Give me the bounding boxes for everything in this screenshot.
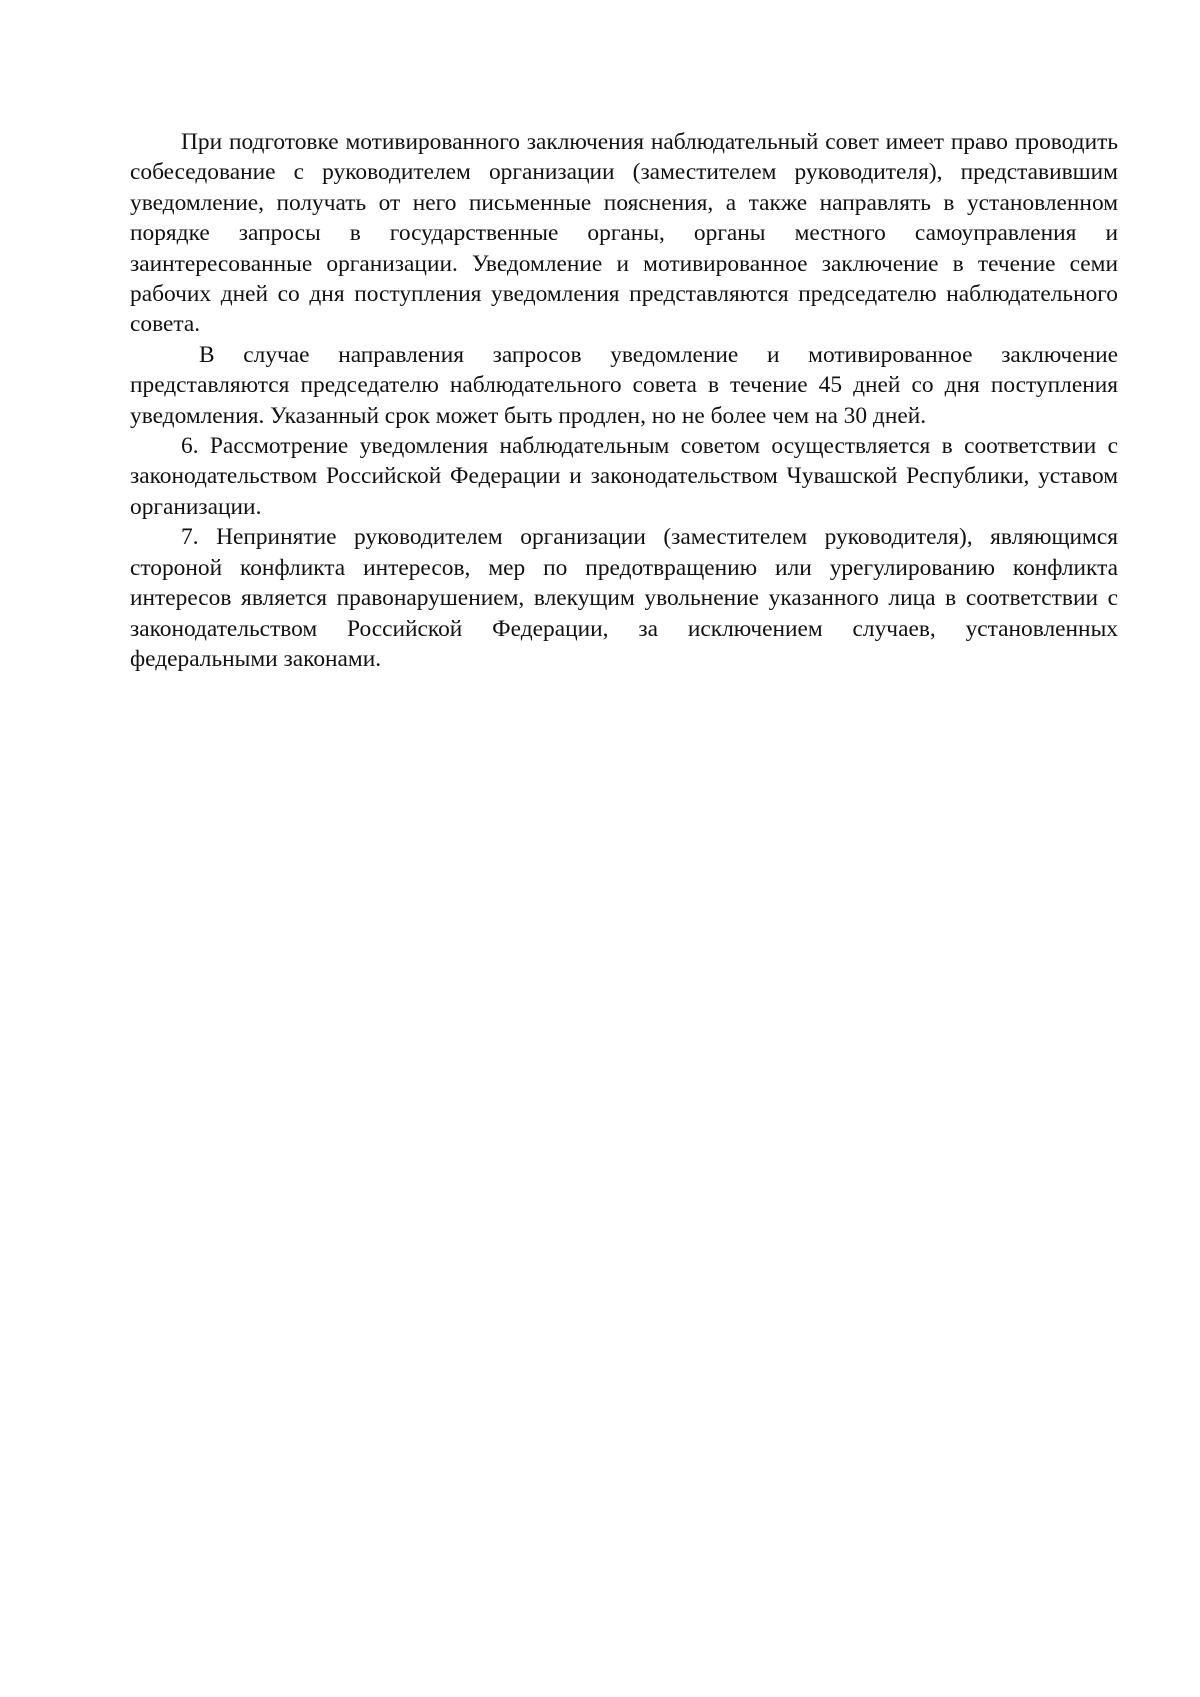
paragraph-requests-deadline: В случае направления запросов уведомление и мотивированное заключение представляются председателю наблюдательного совета в течение 45 дней со дня поступления уведомления. Указанный срок может быть продлен, но не более чем на 30 дней. (130, 341, 1118, 429)
paragraph-item-7: 7. Непринятие руководителем организации (заместителем руководителя), являющимся стороной конфликта интересов, мер по предотвращению или урегулированию конфликта интересов является правонарушением, влекущим увольнение указанного лица в соответствии с законодательством Российской Федерации, за исключением случаев, установленных федеральными законами. (130, 524, 1118, 672)
paragraph-motivated-conclusion: При подготовке мотивированного заключения наблюдательный совет имеет право проводить собеседование с руководителем организации (заместителем руководителя), представившим уведомление, получать от него письменные пояснения, а также направлять в установленном порядке запросы в государственные органы, органы местного самоуправления и заинтересованные организации. Уведомление и мотивированное заключение в течение семи рабочих дней со дня поступления уведомления представляются председателю наблюдательного совета. (130, 129, 1118, 338)
paragraph-item-6: 6. Рассмотрение уведомления наблюдательным советом осуществляется в соответствии с законодательством Российской Федерации и законодательством Чувашской Республики, уставом организации. (130, 433, 1118, 520)
document-body (130, 127, 1118, 674)
